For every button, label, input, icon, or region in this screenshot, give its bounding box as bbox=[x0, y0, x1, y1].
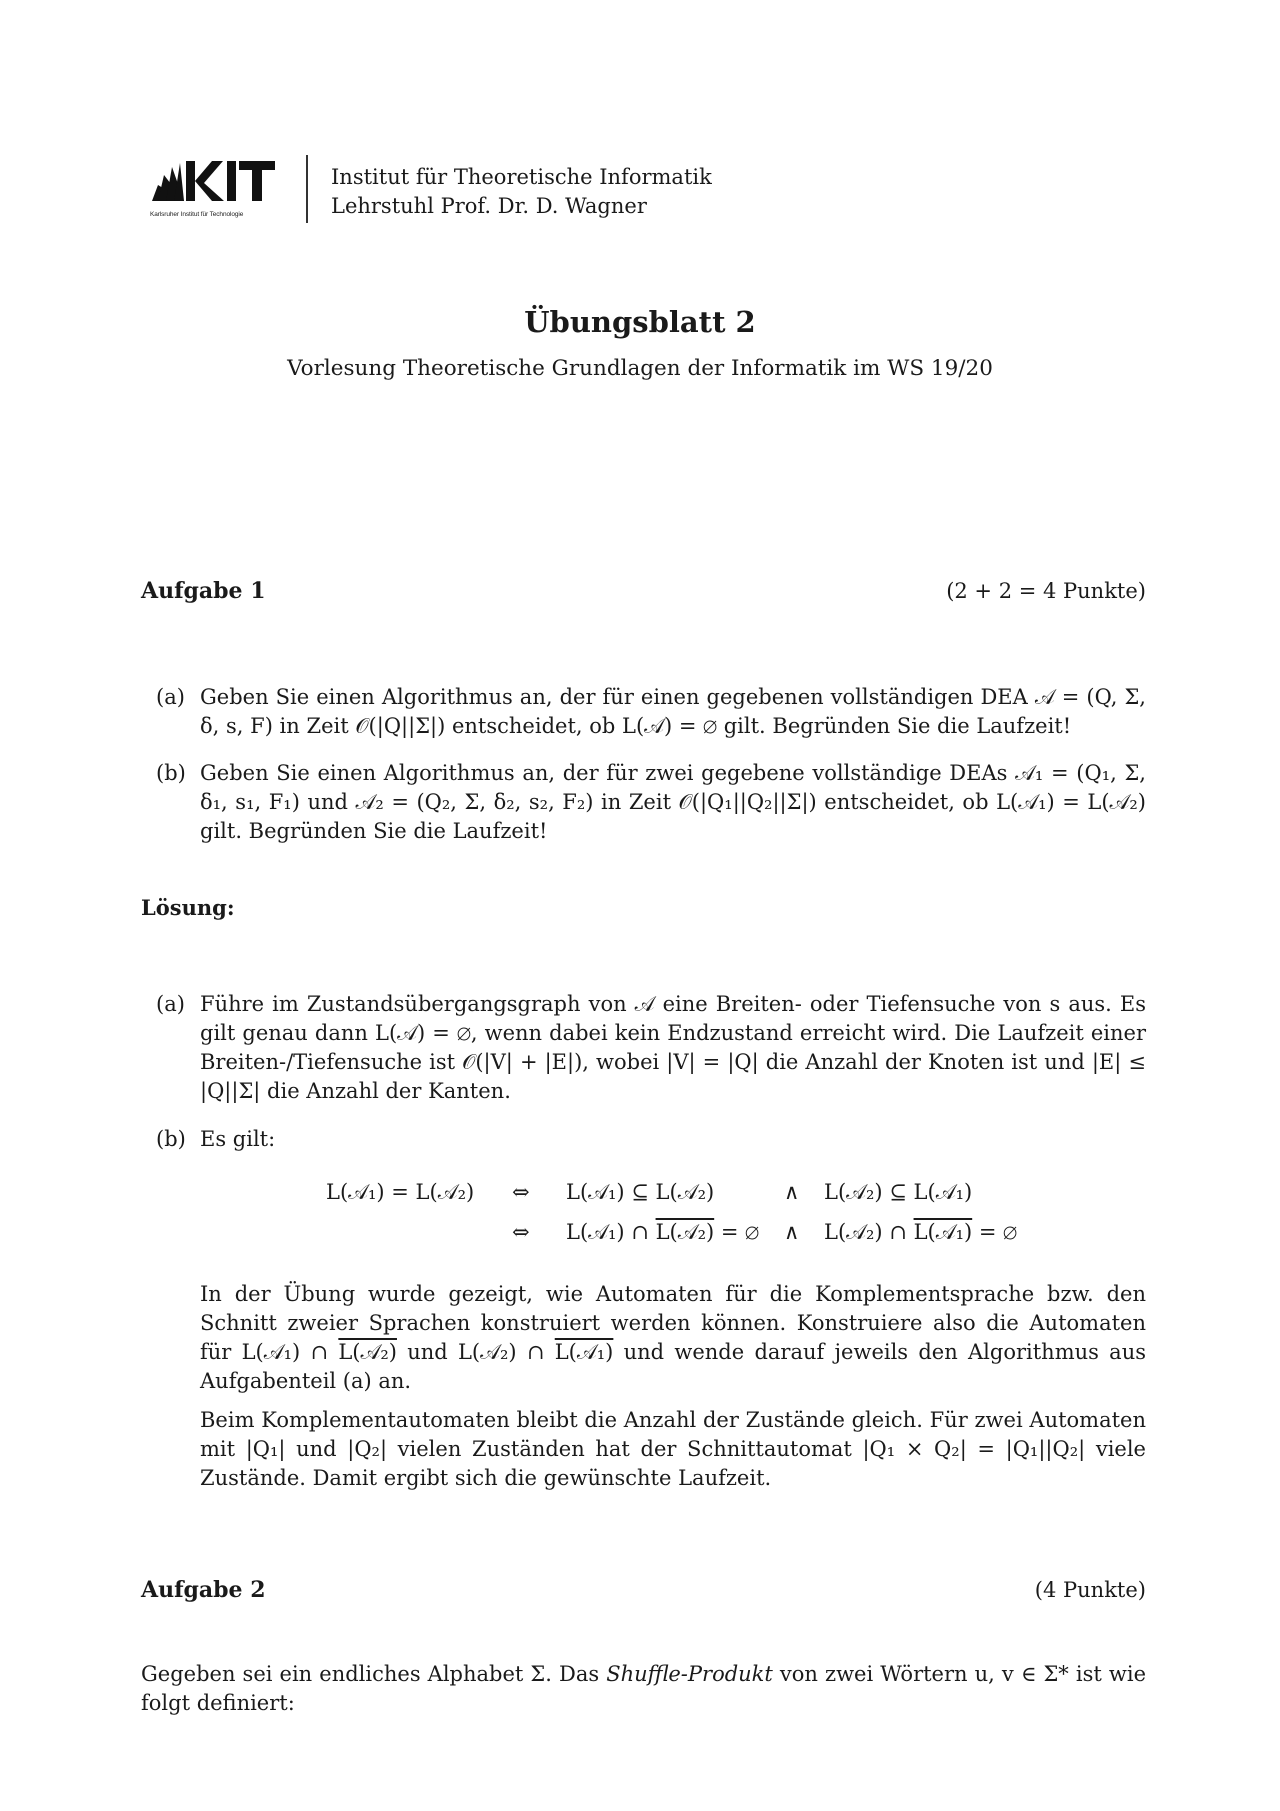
solution-item-a-block bbox=[156, 990, 1146, 1124]
task2-intro-emphasis: Shuffle-Produkt bbox=[606, 1662, 773, 1686]
solution-item-b bbox=[156, 1125, 1146, 1154]
solution-item-b-intro: Es gilt: bbox=[200, 1127, 276, 1151]
task1-heading: Aufgabe 1 bbox=[141, 578, 266, 604]
equation-row2-left-b: = ∅ bbox=[714, 1220, 760, 1244]
solution-item-a-text: Führe im Zustandsübergangsgraph von 𝒜 eine Breiten- oder Tiefensuche von s aus. Es gilt genau dann L(𝒜) = ∅, wenn dabei kein Endzustand erreicht wird. Die Laufzeit einer Breiten-/Tiefensuche ist 𝒪(|V| + |E|), wobei |V| = |Q| die Anzahl der Knoten ist und |E| ≤ |Q||Σ| die Anzahl der Kanten. bbox=[200, 992, 1146, 1103]
task2-intro bbox=[141, 1660, 1146, 1718]
solution-paragraph-2: Beim Komplementautomaten bleibt die Anzahl der Zustände gleich. Für zwei Automaten mit |Q₁| und |Q₂| vielen Zuständen hat der Schnittautomat |Q₁ × Q₂| = |Q₁||Q₂| viele Zustände. Damit ergibt sich die gewünschte Laufzeit. bbox=[200, 1408, 1146, 1490]
header-institute-block bbox=[331, 163, 712, 221]
task1-item-b-text: Geben Sie einen Algorithmus an, der für zwei gegebene vollständige DEAs 𝒜₁ = (Q₁, Σ, δ₁, s₁, F₁) und 𝒜₂ = (Q₂, Σ, δ₂, s₂, F₂) in Zeit 𝒪(|Q₁||Q₂||Σ|) entscheidet, ob L(𝒜₁) = L(𝒜₂) gilt. Begründen Sie die Laufzeit! bbox=[200, 761, 1146, 843]
equation-row2-right bbox=[824, 1220, 1017, 1245]
equation-row2-left-a: L(𝒜₁) ∩ bbox=[566, 1220, 656, 1244]
equation-and-1: ∧ bbox=[784, 1180, 800, 1204]
equation-and-2: ∧ bbox=[784, 1220, 800, 1244]
para1-c: und wende darauf jeweils den Algorithmus aus Aufgabenteil (a) an. bbox=[200, 1340, 1146, 1393]
solution-item-a bbox=[156, 990, 1146, 1106]
task1-item-a-label: (a) bbox=[156, 685, 185, 709]
institute-name: Institut für Theoretische Informatik bbox=[331, 165, 712, 189]
para1-complement-1: L(𝒜₂) bbox=[338, 1340, 397, 1364]
complement-l-a1: L(𝒜₁) bbox=[913, 1220, 973, 1244]
solution-item-a-label: (a) bbox=[156, 992, 185, 1016]
solution-item-b-block bbox=[156, 1125, 1146, 1172]
equation-iff-2: ⇔ bbox=[512, 1220, 530, 1244]
logo-tagline: Karlsruher Institut für Technologie bbox=[150, 211, 244, 218]
page-header bbox=[150, 155, 712, 225]
equation-row2-right-b: = ∅ bbox=[972, 1220, 1018, 1244]
task2-heading: Aufgabe 2 bbox=[141, 1577, 266, 1603]
task1-item-b bbox=[156, 759, 1146, 846]
para1-a: In der Übung wurde gezeigt, wie Automaten für die Komplementsprache bzw. den Schnitt zweier Sprachen konstruiert werden können. Konstruiere also die Automaten für L(𝒜₁) ∩ bbox=[200, 1282, 1146, 1364]
solution-item-b-label: (b) bbox=[156, 1127, 186, 1151]
para1-complement-2: L(𝒜₁) bbox=[554, 1340, 614, 1364]
task1-items bbox=[156, 683, 1146, 864]
equation-row1-left: L(𝒜₁) ⊆ L(𝒜₂) bbox=[566, 1180, 715, 1204]
complement-l-a2: L(𝒜₂) bbox=[655, 1220, 715, 1244]
sheet-subtitle: Vorlesung Theoretische Grundlagen der Informatik im WS 19/20 bbox=[287, 356, 993, 381]
equation-lhs: L(𝒜₁) = L(𝒜₂) bbox=[326, 1180, 475, 1204]
task2-intro-a: Gegeben sei ein endliches Alphabet Σ. Das bbox=[141, 1662, 607, 1686]
equation-row2-left bbox=[566, 1220, 759, 1245]
task1-item-a bbox=[156, 683, 1146, 741]
chair-name: Lehrstuhl Prof. Dr. D. Wagner bbox=[331, 194, 647, 218]
task2-points: (4 Punkte) bbox=[1034, 1578, 1146, 1602]
solution-heading: Lösung: bbox=[141, 895, 235, 920]
task1-item-a-text: Geben Sie einen Algorithmus an, der für einen gegebenen vollständigen DEA 𝒜 = (Q, Σ, δ, s, F) in Zeit 𝒪(|Q||Σ|) entscheidet, ob L(𝒜) = ∅ gilt. Begründen Sie die Laufzeit! bbox=[200, 685, 1146, 738]
task1-points: (2 + 2 = 4 Punkte) bbox=[946, 579, 1146, 603]
equation-row2-right-a: L(𝒜₂) ∩ bbox=[824, 1220, 914, 1244]
equation-iff-1: ⇔ bbox=[512, 1180, 530, 1204]
solution-paragraph-1 bbox=[200, 1280, 1146, 1396]
task1-item-b-label: (b) bbox=[156, 761, 186, 785]
kit-logo-mark bbox=[150, 159, 278, 209]
para1-b: und L(𝒜₂) ∩ bbox=[396, 1340, 555, 1364]
sheet-title: Übungsblatt 2 bbox=[524, 305, 756, 339]
header-divider bbox=[306, 155, 308, 223]
kit-logo bbox=[150, 159, 278, 221]
task2-intro-b: von zwei Wörtern u, v ∈ Σ* ist wie folgt definiert: bbox=[141, 1662, 1146, 1715]
equation-row1-right: L(𝒜₂) ⊆ L(𝒜₁) bbox=[824, 1180, 973, 1204]
